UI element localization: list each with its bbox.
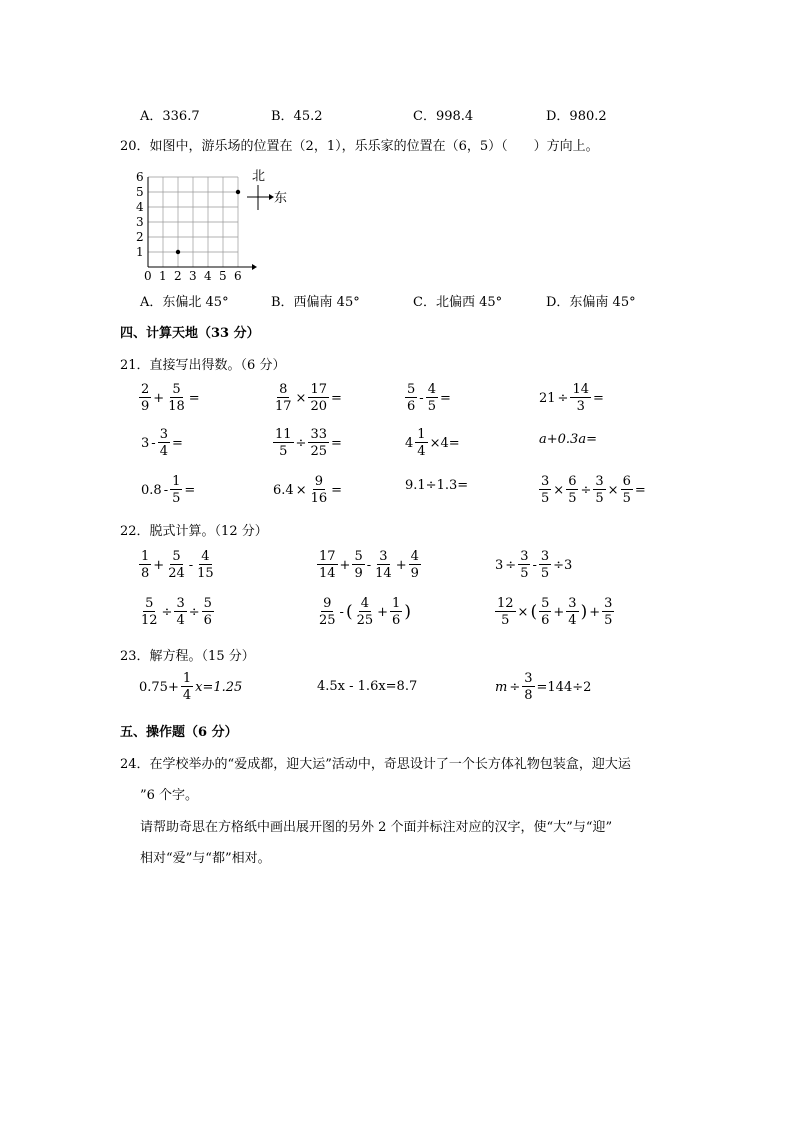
question-23-title: 23．解方程。（15 分） — [120, 649, 255, 664]
y-tick-label: 2 — [136, 230, 144, 244]
q21-item-5: 3 - $\frac{3}{4}$ = — [141, 427, 183, 459]
y-tick-label: 5 — [136, 185, 144, 199]
q20-option-b: B．西偏南 45° — [271, 295, 360, 310]
q21-item-8: a+0.3a= — [539, 432, 597, 447]
q20-option-c: C．北偏西 45° — [413, 295, 503, 310]
question-21-title: 21．直接写出得数。（6 分） — [120, 358, 286, 373]
q23-equation-2: 4.5x - 1.6x=8.7 — [317, 679, 418, 694]
question-24-line-4: 相对“爱”与“都”相对。 — [140, 851, 271, 866]
north-label: 北 — [252, 169, 266, 184]
q22-item-6: $\frac{12}{5}$ × ( 5 6 + $\frac{3}{4}$ ) + $\frac{3}{5}$ — [497, 596, 613, 628]
q20-option-d: D．东偏南 45° — [546, 295, 636, 310]
q21-item-12: $\frac{3}{5}$ × $\frac{6}{5}$ ÷ $\frac{3}{5}$ × $\frac{6}{5}$ = — [541, 474, 646, 506]
y-tick-label: 4 — [136, 200, 144, 214]
section-heading-4: 四、计算天地（33 分） — [120, 326, 260, 341]
q21-item-10: 6.4 × $\frac{9}{16}$ = — [273, 474, 343, 506]
x-tick-label: 6 — [234, 269, 242, 283]
q21-item-7: 4 $\frac{1}{4}$ ×4= — [405, 427, 460, 459]
q21-item-4: 21 ÷ $\frac{14}{3}$ = — [539, 382, 604, 414]
q23-equation-1: 0.75+ $\frac{1}{4}$ x=1.25 — [139, 671, 243, 703]
question-24-line-3: 请帮助奇思在方格纸中画出展开图的另外 2 个面并标注对应的汉字，使“大”与“迎” — [140, 820, 613, 835]
q21-item-2: $\frac{8}{17}$ × $\frac{17}{20}$ = — [275, 382, 342, 414]
q22-item-2: 17 14 + $\frac{5}{9}$ - 3 14 + $\frac{4}{9}$ — [319, 549, 419, 581]
q23-equation-3: m ÷ $\frac{3}{8}$ =144÷2 — [495, 671, 592, 703]
x-tick-label: 1 — [159, 269, 167, 283]
y-tick-label: 1 — [136, 245, 144, 259]
q21-item-9: 0.8 - $\frac{1}{5}$ = — [141, 474, 196, 506]
question-22-title: 22．脱式计算。（12 分） — [120, 524, 268, 539]
grid-point — [236, 190, 240, 194]
coordinate-grid — [130, 163, 300, 285]
q21-item-1: 2 9 + $\frac{5}{18}$ = — [141, 382, 200, 414]
x-tick-label: 0 — [144, 269, 152, 283]
y-tick-label: 3 — [136, 215, 144, 229]
y-tick-label: 6 — [136, 170, 144, 184]
q22-item-4: $\frac{5}{12}$ ÷ $\frac{3}{4}$ ÷ $\frac{5}{6}$ — [141, 596, 212, 628]
compass — [247, 169, 287, 210]
q21-item-3: 5 6 - $\frac{4}{5}$ = — [407, 382, 451, 414]
option-a: A．336.7 — [140, 109, 200, 124]
q21-item-11: 9.1÷1.3= — [405, 478, 469, 493]
x-tick-label: 3 — [189, 269, 197, 283]
option-c: C．998.4 — [413, 109, 474, 124]
q22-item-1: 1 8 + $\frac{5}{24}$ - 4 15 — [141, 549, 214, 581]
question-24-line-2: ”6 个字。 — [140, 788, 199, 803]
option-b: B．45.2 — [271, 109, 323, 124]
x-tick-label: 5 — [219, 269, 227, 283]
east-label: 东 — [274, 191, 288, 206]
grid-point — [176, 250, 180, 254]
q20-option-a: A．东偏北 45° — [140, 295, 229, 310]
q21-item-6: $\frac{11}{5}$ ÷ $\frac{33}{25}$ = — [275, 427, 342, 459]
x-tick-label: 4 — [204, 269, 212, 283]
x-axis-arrow — [252, 264, 257, 270]
section-heading-5: 五、操作题（6 分） — [120, 725, 238, 740]
question-24-line-1: 24．在学校举办的“爱成都，迎大运”活动中，奇思设计了一个长方体礼物包装盒，迎大运 — [120, 757, 631, 772]
question-20: 20．如图中，游乐场的位置在（2，1），乐乐家的位置在（6，5）（ ）方向上。 — [120, 139, 599, 154]
x-tick-label: 2 — [174, 269, 182, 283]
q22-item-3: 3 ÷ $\frac{3}{5}$ - $\frac{3}{5}$ ÷3 — [495, 549, 573, 581]
q22-item-5: 9 25 - ( 4 25 + $\frac{1}{6}$ ) — [319, 596, 411, 628]
option-d: D．980.2 — [546, 109, 607, 124]
